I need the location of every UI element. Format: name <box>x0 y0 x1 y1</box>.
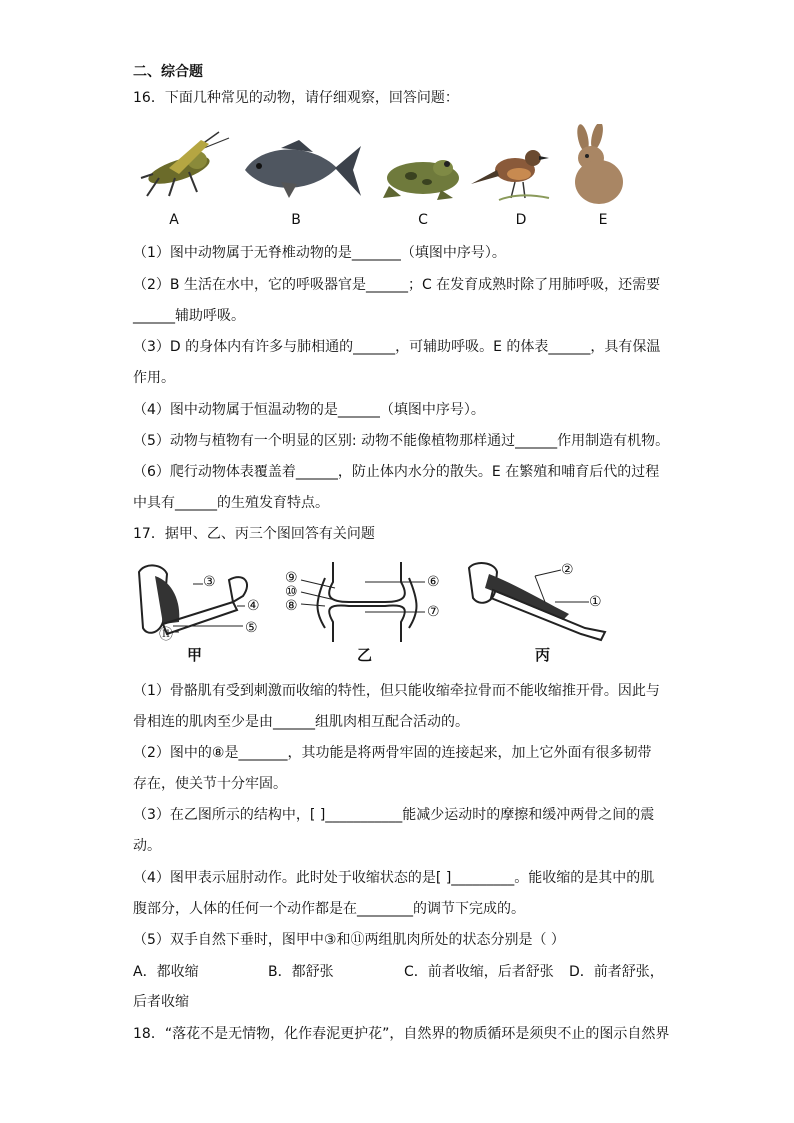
q16-part2-line2: ______辅助呼吸。 <box>133 308 245 324</box>
grasshopper-image <box>139 130 231 202</box>
mark-2: ② <box>561 562 574 578</box>
mark-11: ⑪ <box>159 627 173 643</box>
q17-part1-line2: 骨相连的肌肉至少是由______组肌肉相互配合活动的。 <box>133 714 469 730</box>
option-d[interactable]: D．前者舒张， <box>569 964 664 980</box>
mark-4: ④ <box>247 598 260 614</box>
label-e: E <box>598 212 608 228</box>
q16-part6-line2: 中具有______的生殖发育特点。 <box>133 495 329 511</box>
option-b[interactable]: B．都舒张 <box>268 964 334 980</box>
caption-yi: 乙 <box>357 646 373 664</box>
q16-part6-line1: （6）爬行动物体表覆盖着______，防止体内水分的散失。E 在繁殖和哺育后代的过程 <box>133 464 660 480</box>
label-d: D <box>515 212 527 228</box>
label-b: B <box>291 212 301 228</box>
mark-9: ⑨ <box>285 570 298 586</box>
q17-part4-line1: （4）图甲表示屈肘动作。此时处于收缩状态的是[ ]_________。能收缩的是其中的肌 <box>133 870 655 886</box>
option-d-continued: 后者收缩 <box>133 994 189 1010</box>
q16-part1: （1）图中动物属于无脊椎动物的是_______（填图中序号）。 <box>133 245 506 261</box>
q17-part3-line2: 动。 <box>133 838 161 854</box>
q17-part1-line1: （1）骨骼肌有受到刺激而收缩的特性，但只能收缩牵拉骨而不能收缩推开骨。因此与 <box>133 683 660 699</box>
q17-stem: 17．据甲、乙、丙三个图回答有关问题 <box>133 526 375 542</box>
mark-7: ⑦ <box>427 604 440 620</box>
bird-image <box>469 140 553 204</box>
q17-part4-line2: 腹部分，人体的任何一个动作都是在________的调节下完成的。 <box>133 901 525 917</box>
mark-1: ① <box>589 594 602 610</box>
q18-stem: 18．“落花不是无情物，化作春泥更护花”，自然界的物质循环是须臾不止的图示自然界 <box>133 1026 670 1042</box>
q16-part3-line1: （3）D 的身体内有许多与肺相通的______，可辅助呼吸。E 的体表______，具有保温 <box>133 339 661 355</box>
caption-jia: 甲 <box>187 646 203 664</box>
caption-bing: 丙 <box>535 646 551 664</box>
q17-options <box>133 961 673 981</box>
mark-10: ⑩ <box>285 584 298 600</box>
option-c[interactable]: C．前者收缩，后者舒张 <box>404 964 554 980</box>
mark-3: ③ <box>203 574 216 590</box>
q17-figure-yi <box>285 562 455 662</box>
label-c: C <box>418 212 428 228</box>
q16-stem: 16．下面几种常见的动物，请仔细观察，回答问题： <box>133 90 459 106</box>
q16-part4: （4）图中动物属于恒温动物的是______（填图中序号）。 <box>133 402 485 418</box>
q16-part3-line2: 作用。 <box>133 370 175 386</box>
q17-part2-line1: （2）图中的⑧是_______，其功能是将两骨牢固的连接起来，加上它外面有很多韧带 <box>133 745 652 761</box>
q17-figure-jia <box>133 562 273 662</box>
q17-part5: （5）双手自然下垂时，图甲中③和⑪两组肌肉所处的状态分别是（ ） <box>133 932 565 948</box>
q16-part5: （5）动物与植物有一个明显的区别: 动物不能像植物那样通过______作用制造有机物。 <box>133 433 670 449</box>
mark-5: ⑤ <box>245 620 258 636</box>
q16-part2-line1: （2）B 生活在水中，它的呼吸器官是______；C 在发育成熟时除了用肺呼吸，还需要 <box>133 277 661 293</box>
section-title: 二、综合题 <box>133 64 203 80</box>
mark-8: ⑧ <box>285 598 298 614</box>
q17-part2-line2: 存在，使关节十分牢固。 <box>133 776 287 792</box>
fish-image <box>241 138 363 202</box>
option-a[interactable]: A．都收缩 <box>133 964 199 980</box>
q17-figure-bing <box>465 562 615 662</box>
q17-part3-line1: （3）在乙图所示的结构中，[ ]___________能减少运动时的摩擦和缓冲两骨之间的震 <box>133 807 655 823</box>
q16-animals-figure <box>133 124 673 234</box>
frog-image <box>381 152 465 202</box>
mark-6: ⑥ <box>427 574 440 590</box>
label-a: A <box>169 212 179 228</box>
rabbit-image <box>561 124 631 206</box>
